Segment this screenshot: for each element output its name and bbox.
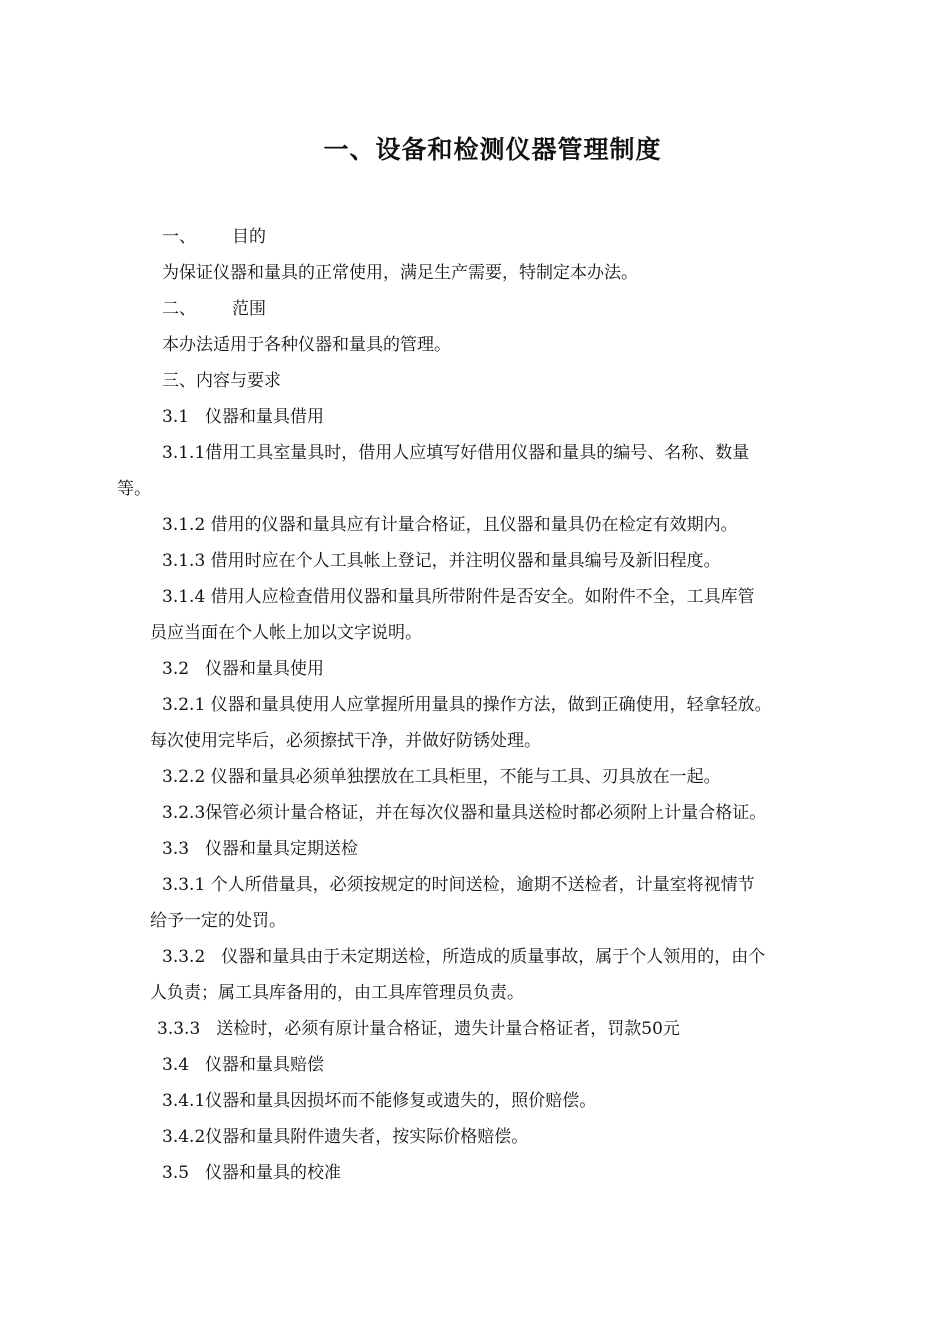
item-3-1-heading [162,406,324,428]
item-3-1-1-text: 3.1.1借用工具室量具时，借用人应填写好借用仪器和量具的编号、名称、数量 [162,443,750,463]
item-3-2-heading [162,658,324,680]
section-purpose-text: 为保证仪器和量具的正常使用，满足生产需要，特制定本办法。 [162,263,638,283]
section-content-heading: 三、内容与要求 [162,371,281,391]
section-purpose-heading [162,226,266,248]
item-title: 仪器和量具定期送检 [205,839,359,859]
page-title: 一、设备和检测仪器管理制度 [323,135,662,164]
item-3-2-1-text: 3.2.1 仪器和量具使用人应掌握所用量具的操作方法，做到正确使用，轻拿轻放。 [162,695,772,715]
section-number: 一、 [162,227,196,247]
item-3-1-3-text: 3.1.3 借用时应在个人工具帐上登记，并注明仪器和量具编号及新旧程度。 [162,551,721,571]
item-number: 3.2 [162,659,190,679]
item-3-3-2-text [162,946,765,968]
item-body: 仪器和量具由于未定期送检，所造成的质量事故，属于个人领用的，由个 [221,947,766,967]
section-number: 二、 [162,299,196,319]
item-number: 3.4 [162,1055,190,1075]
item-3-4-2-text: 3.4.2仪器和量具附件遗失者，按实际价格赔偿。 [162,1127,529,1147]
item-3-1-4-continuation: 员应当面在个人帐上加以文字说明。 [150,623,422,643]
item-title: 仪器和量具使用 [205,659,325,679]
item-title: 仪器和量具借用 [205,407,325,427]
section-title: 范围 [232,299,266,319]
item-3-1-2-text: 3.1.2 借用的仪器和量具应有计量合格证，且仪器和量具仍在检定有效期内。 [162,515,738,535]
item-3-3-heading [162,838,358,860]
item-3-4-heading [162,1054,324,1076]
item-3-3-2-continuation: 人负责；属工具库备用的，由工具库管理员负责。 [150,983,524,1003]
item-3-5-heading [162,1162,341,1184]
item-3-1-1-continuation: 等。 [117,479,151,499]
item-3-3-3-text [157,1018,680,1040]
section-scope-text: 本办法适用于各种仪器和量具的管理。 [162,335,451,355]
item-number: 3.5 [162,1163,190,1183]
item-number: 3.1 [162,407,190,427]
item-3-3-1-text: 3.3.1 个人所借量具，必须按规定的时间送检，逾期不送检者，计量室将视情节 [162,875,755,895]
item-3-3-1-continuation: 给予一定的处罚。 [150,911,286,931]
item-3-4-1-text: 3.4.1仪器和量具因损坏而不能修复或遗失的，照价赔偿。 [162,1091,597,1111]
item-title: 仪器和量具赔偿 [205,1055,325,1075]
item-3-1-4-text: 3.1.4 借用人应检查借用仪器和量具所带附件是否安全。如附件不全，工具库管 [162,587,755,607]
item-3-2-1-continuation: 每次使用完毕后，必须擦拭干净，并做好防锈处理。 [150,731,541,751]
item-3-2-2-text: 3.2.2 仪器和量具必须单独摆放在工具柜里，不能与工具、刃具放在一起。 [162,767,721,787]
item-number: 3.3.3 [157,1019,201,1039]
section-scope-heading [162,298,266,320]
item-body: 送检时，必须有原计量合格证，遗失计量合格证者，罚款50元 [216,1019,680,1039]
item-title: 仪器和量具的校准 [205,1163,342,1183]
item-3-2-3-text: 3.2.3保管必须计量合格证，并在每次仪器和量具送检时都必须附上计量合格证。 [162,803,767,823]
item-number: 3.3.2 [162,947,206,967]
item-number: 3.3 [162,839,190,859]
section-title: 目的 [232,227,266,247]
